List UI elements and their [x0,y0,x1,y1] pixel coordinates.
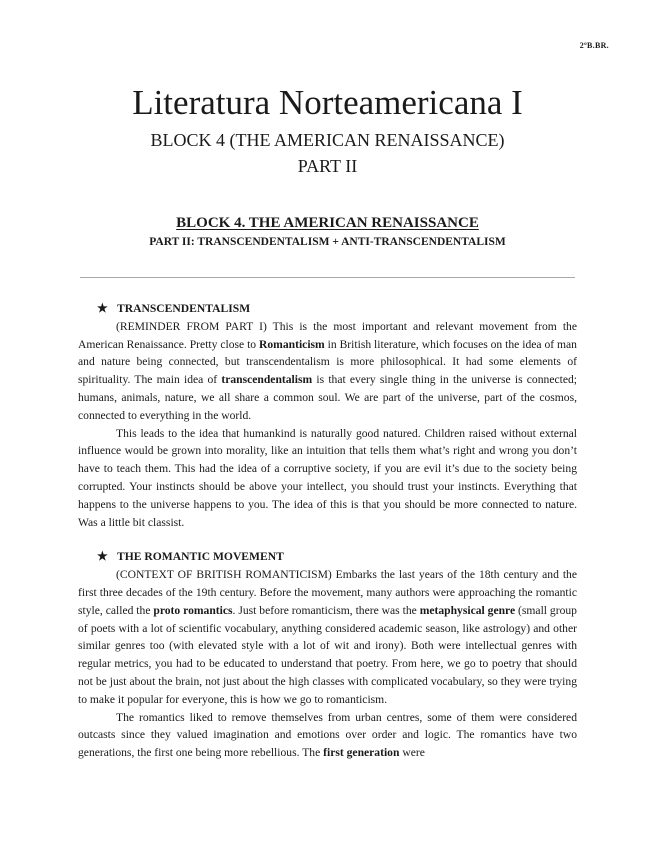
text-run: (CONTEXT OF BRITISH ROMANTICISM) Embarks the last years of the 18th century and the first three decades of the 19th century. Before the movement, many authors were approaching the romantic style, called the [78,568,577,617]
document-title: Literatura Norteamericana I [132,83,523,122]
heading-romantic-movement [78,548,577,566]
bold-term: metaphysical genre [419,603,516,617]
heading-transcendentalism [78,300,577,318]
heading-text: TRANSCENDENTALISM [117,302,251,315]
heading-text: THE ROMANTIC MOVEMENT [117,550,284,564]
bold-term: Romanticism [259,337,325,351]
document-subtitle-part: PART II [297,156,358,176]
document-body [78,300,577,762]
text-run: . Just before romanticism, there was the [232,603,420,617]
text-run: were [399,746,425,760]
paragraph: This leads to the idea that humankind is naturally good natured. Children raised without external influence would be grown into morality, like an intuition that tells them what’s right and wrong you don’t have to teach them. This had the idea of a corruptive society, if you are evil it’s due to the society being corrupted. Your instincts should be above your intellect, you should trust your instincts. Everything that happens to the universe happens to you. The idea of this is that you should be more connected to nature. Was a little bit classist. [78,426,577,529]
bold-term: proto romantics [153,603,233,617]
section-heading: BLOCK 4. THE AMERICAN RENAISSANCE [176,215,479,231]
star-bullet-icon: ★ [97,549,108,564]
horizontal-divider [80,277,575,278]
text-run: The romantics liked to remove themselves from urban centres, some of them were considered outcasts since they valued imagination and emotions over order and logic. The romantics have two generations, the first one being more rebellious. The [78,710,577,760]
section-subheading: PART II: TRANSCENDENTALISM + ANTI-TRANSCENDENTALISM [149,236,506,248]
text-run: in British literature, which focuses on the idea of man and nature being connected, but transcendentalism is more philosophical. It had some elements of spirituality. The main idea of [78,337,577,387]
text-run: is that every single thing in the universe is connected; humans, animals, nature, we all share a common soul. We are part of the universe, part of the cosmos, connected to everything in the world. [78,373,577,422]
star-bullet-icon: ★ [97,301,108,315]
text-run: (small group of poets with a lot of scientific vocabulary, anything considered academic season, like astrology) and other similar genres too (with elevated style with a lot of wit and irony). Both were intellectual genres with regular metrics, you had to be educated to understand that poetry. From here, we go to poetry that should not be just about the brain, not just about the high classes with complicated vocabulary, so they were trying to make it popular for everyone, this is how we go to romanticism. [78,603,577,706]
spacer [78,531,577,548]
paragraph [78,566,577,708]
text-run: (REMINDER FROM PART I) This is the most important and relevant movement from the American Renaissance. Pretty close to [78,319,577,351]
page-tag: 2ºB.BR. [579,41,609,50]
bold-term: first generation [323,746,400,760]
paragraph [78,318,577,425]
paragraph [78,709,577,762]
bold-term: transcendentalism [221,373,313,387]
document-subtitle-block: BLOCK 4 (THE AMERICAN RENAISSANCE) [150,130,505,150]
